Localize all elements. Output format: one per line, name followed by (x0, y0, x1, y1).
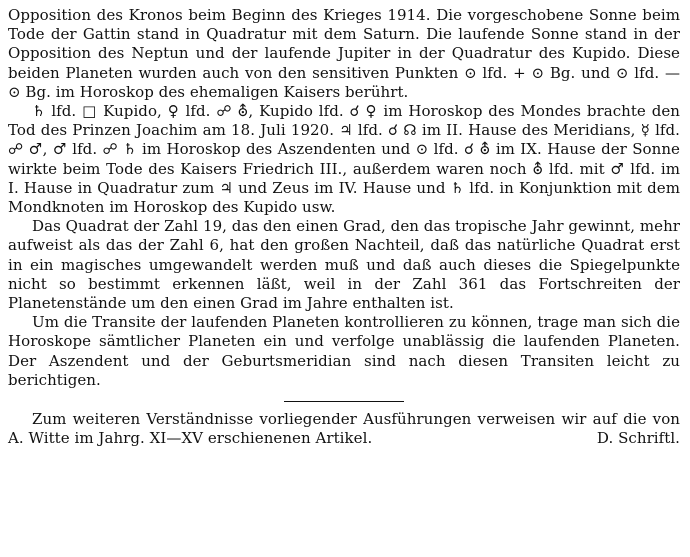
paragraph-prinz-joachim: ♄ lfd. □ Kupido, ♀ lfd. ☍ ⛢, Kupido lfd. ☌ ♀ im Horoskop des Mondes brachte den Tod des Prinzen Joachim am 18. Juli 1920. ♃ lfd. ☌ ☊ im II. Hause des Meridians, ☿ lfd. ☍ ♂, ♂ lfd. ☍ ♄ im Horoskop des Aszendenten und ⊙ lfd. ☌ ⛢ im IX. Hause der Sonne wirkte beim Tode des Kaisers Friedrich III., außerdem waren noch ⛢ lfd. mit ♂ lfd. im I. Hause in Quadratur zum ♃ und Zeus im IV. Hause und ♄ lfd. in Konjunktion mit dem Mondknoten im Horoskop des Kupido usw. (8, 102, 680, 217)
paragraph-opposition-kronos: Opposition des Kronos beim Beginn des Krieges 1914. Die vorgeschobene Sonne beim Tode der Gattin stand in Quadratur mit dem Saturn. Die laufende Sonne stand in der Opposition des Neptun und der laufende Jupiter in der Quadratur des Kupido. Diese beiden Planeten wurden auch von den sensitiven Punkten ⊙ lfd. + ⊙ Bg. und ⊙ lfd. — ⊙ Bg. im Horoskop des ehemaligen Kaisers berührt. (8, 6, 680, 101)
paragraph-quadrat-zahl-19: Das Quadrat der Zahl 19, das den einen Grad, den das tropische Jahr gewinnt, mehr aufweist als das der Zahl 6, hat den großen Nachteil, daß das natürliche Quadrat erst in ein magisches umgewandelt werden muß und daß auch dieses die Spiegelpunkte nicht so bestimmt erkennen läßt, weil in der Zahl 361 das Fortschreiten der Planetenstände um den einen Grad im Jahre enthalten ist. (8, 217, 680, 313)
section-divider (284, 401, 404, 402)
paragraph-transite: Um die Transite der laufenden Planeten kontrollieren zu können, trage man sich die Horoskope sämtlicher Planeten ein und verfolge unablässig die laufenden Planeten. Der Aszendent und der Geburtsmeridian sind nach diesen Transiten leicht zu berichtigen. (8, 313, 680, 389)
footnote (8, 410, 680, 448)
footnote-author: D. Schriftl. (596, 429, 680, 448)
footnote-text: Zum weiteren Verständnisse vorliegender Ausführungen verweisen wir auf die von A. Witte im Jahrg. XI—XV erschienenen Artikel. (8, 410, 680, 448)
